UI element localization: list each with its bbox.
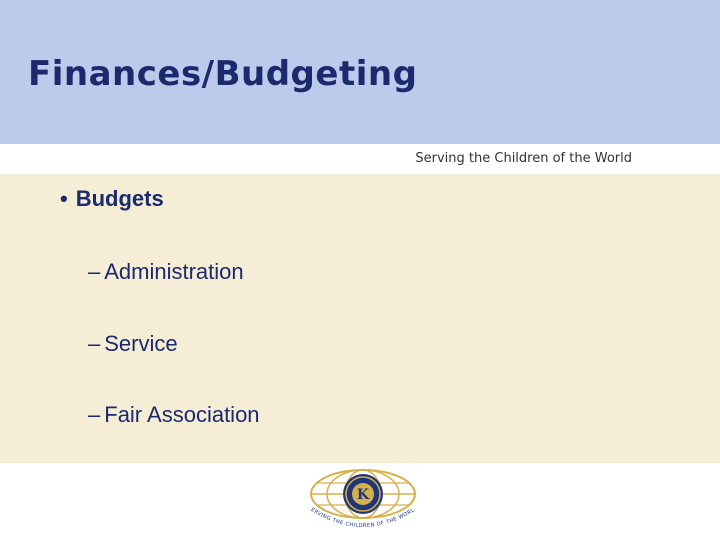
sub-item-text: Service	[104, 331, 178, 356]
sub-item-administration	[88, 259, 244, 285]
sub-item-text: Fair Association	[104, 402, 260, 427]
sub-item-fair-association	[88, 402, 260, 428]
sub-item-service	[88, 331, 178, 357]
tagline: Serving the Children of the World	[415, 151, 632, 166]
sub-item-marker: –	[88, 331, 101, 356]
sub-item-marker: –	[88, 259, 101, 284]
kiwanis-logo	[304, 466, 422, 536]
bullet-marker: •	[60, 186, 68, 211]
bullet-budgets	[60, 186, 164, 212]
slide-title: Finances/Budgeting	[28, 54, 418, 94]
svg-text:SERVING THE CHILDREN OF THE WO: ERVING THE CHILDREN OF THE WORL	[309, 507, 416, 530]
bullet-text: Budgets	[75, 186, 164, 211]
svg-text:K: K	[356, 487, 370, 503]
sub-item-text: Administration	[104, 259, 244, 284]
kiwanis-globe-icon	[304, 466, 422, 536]
sub-item-marker: –	[88, 402, 101, 427]
